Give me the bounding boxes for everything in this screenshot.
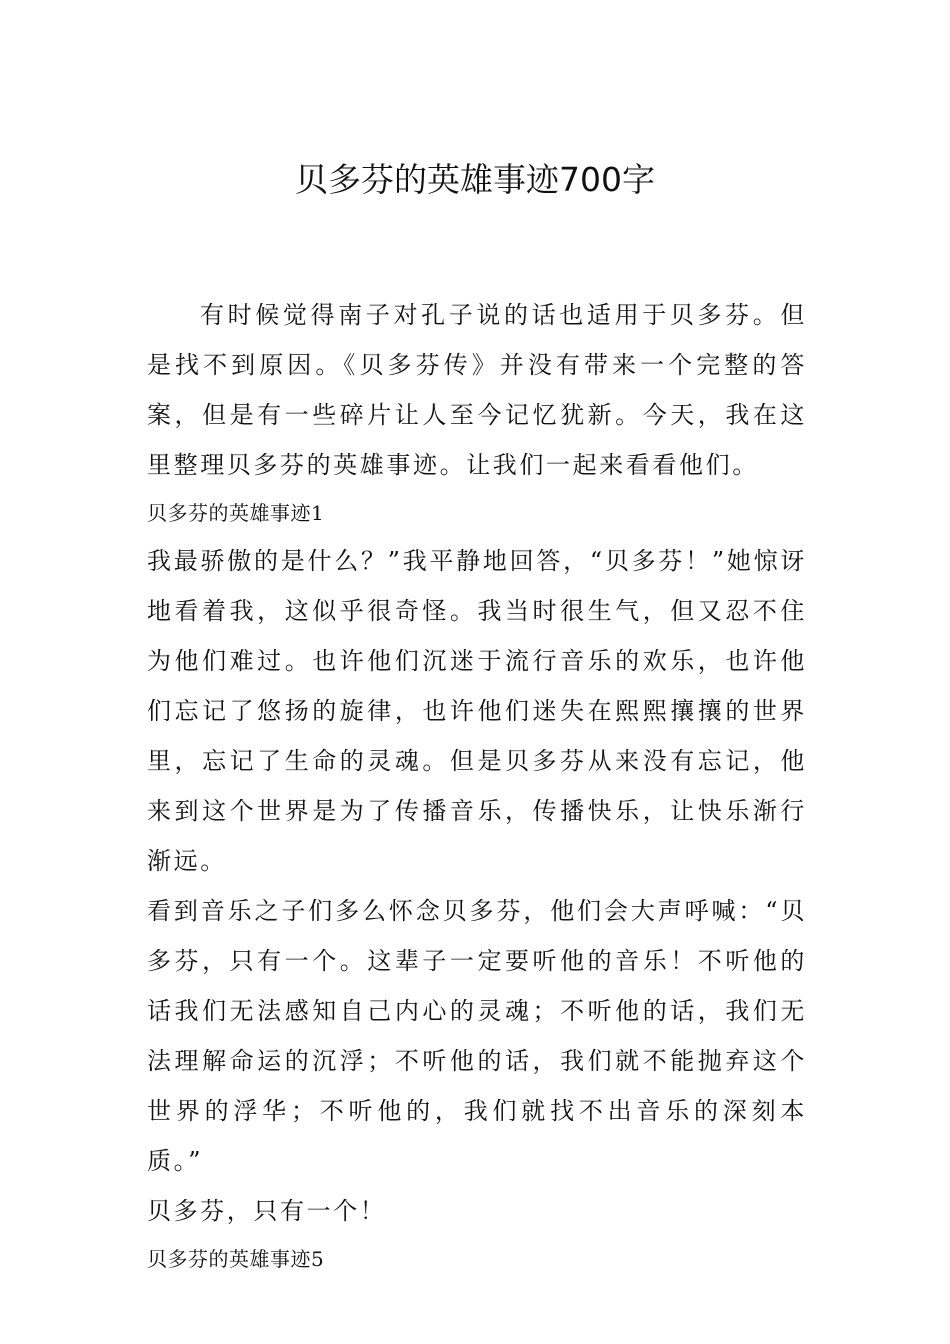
- intro-paragraph: 有时候觉得南子对孔子说的话也适用于贝多芬。但是找不到原因。《贝多芬传》并没有带来一个完整的答案，但是有一些碎片让人至今记忆犹新。今天，我在这里整理贝多芬的英雄事迹。让我们一起来看看他们。: [147, 301, 807, 479]
- section-heading-5: 贝多芬的英雄事迹5: [147, 1247, 325, 1271]
- body-paragraph-1: 我最骄傲的是什么？”我平静地回答，“贝多芬！”她惊讶地看着我，这似乎很奇怪。我当时很生气，但又忍不住为他们难过。也许他们沉迷于流行音乐的欢乐，也许他们忘记了悠扬的旋律，也许他们迷失在熙熙攘攘的世界里，忘记了生命的灵魂。但是贝多芬从来没有忘记，他来到这个世界是为了传播音乐，传播快乐，让快乐渐行渐远。: [147, 547, 807, 875]
- body-paragraph-3: 贝多芬，只有一个！: [147, 1197, 387, 1225]
- body-paragraph-2: 看到音乐之子们多么怀念贝多芬，他们会大声呼喊：“贝多芬，只有一个。这辈子一定要听他的音乐！不听他的话我们无法感知自己内心的灵魂；不听他的话，我们无法理解命运的沉浮；不听他的话，我们就不能抛弃这个世界的浮华；不听他的，我们就找不出音乐的深刻本质。”: [147, 897, 807, 1175]
- document-title: 贝多芬的英雄事迹700字: [295, 160, 655, 199]
- document-body: [147, 290, 807, 1282]
- section-heading-1: 贝多芬的英雄事迹1: [147, 501, 325, 525]
